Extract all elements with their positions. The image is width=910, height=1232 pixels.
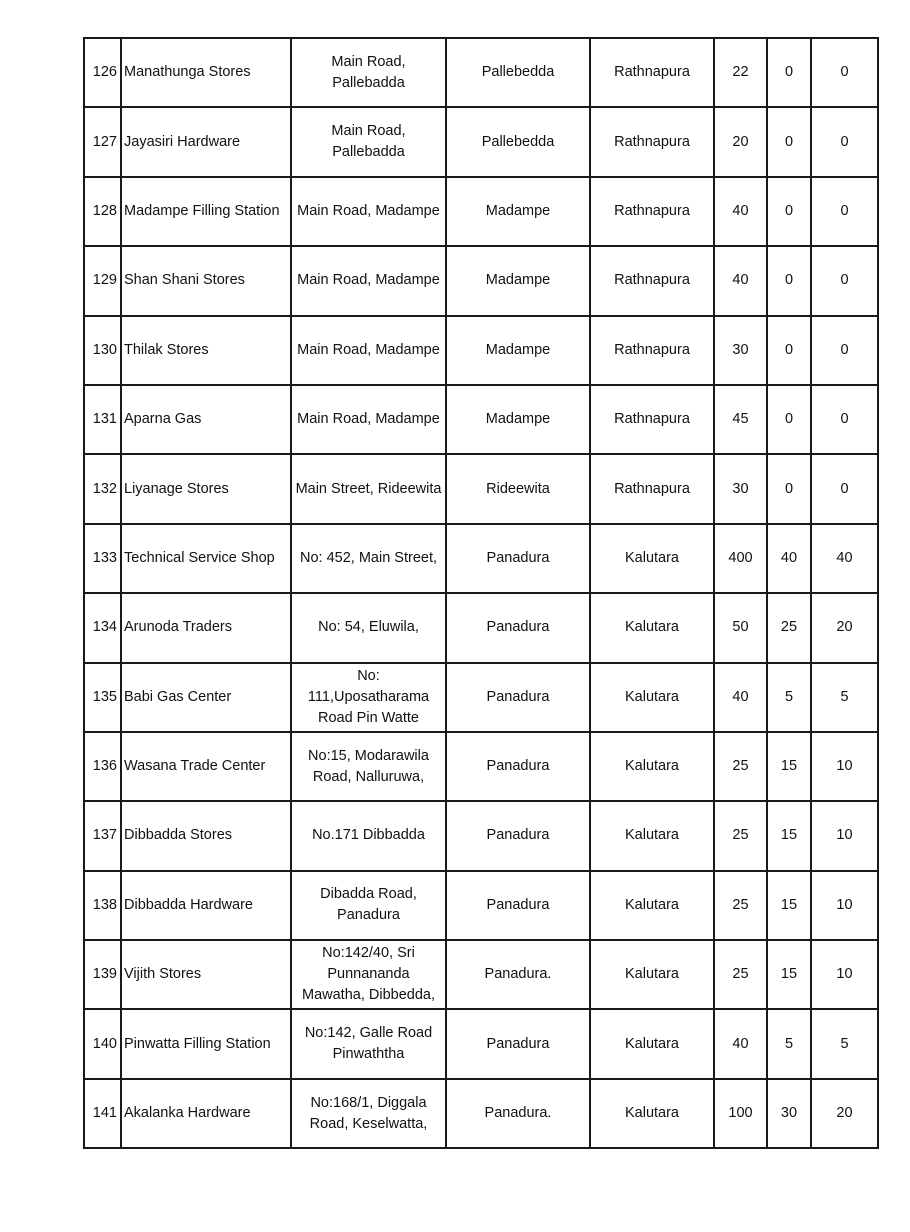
dealer-town: Panadura [446,801,590,870]
value-col-2: 0 [767,107,811,176]
value-col-2: 15 [767,871,811,940]
table-row [84,940,878,1009]
table-row [84,663,878,732]
dealer-district: Kalutara [590,1079,714,1148]
dealer-district: Rathnapura [590,454,714,523]
dealer-address: Main Road, Pallebadda [291,107,446,176]
dealer-name: Vijith Stores [121,940,291,1009]
value-col-2: 25 [767,593,811,662]
value-col-2: 40 [767,524,811,593]
value-col-3: 0 [811,316,878,385]
dealer-address: Main Road, Madampe [291,177,446,246]
dealer-address: No:15, Modarawila Road, Nalluruwa, [291,732,446,801]
value-col-1: 25 [714,801,767,870]
value-col-2: 0 [767,177,811,246]
table-row [84,454,878,523]
dealer-name: Technical Service Shop [121,524,291,593]
dealer-town: Madampe [446,177,590,246]
table-row [84,38,878,107]
value-col-2: 0 [767,38,811,107]
value-col-2: 0 [767,385,811,454]
dealer-district: Rathnapura [590,38,714,107]
dealer-name: Dibbadda Hardware [121,871,291,940]
value-col-2: 15 [767,940,811,1009]
value-col-3: 10 [811,871,878,940]
value-col-2: 15 [767,732,811,801]
row-number: 131 [84,385,121,454]
dealer-district: Kalutara [590,1009,714,1078]
dealer-name: Aparna Gas [121,385,291,454]
value-col-3: 0 [811,246,878,315]
dealer-town: Rideewita [446,454,590,523]
value-col-3: 0 [811,177,878,246]
row-number: 133 [84,524,121,593]
value-col-3: 40 [811,524,878,593]
value-col-2: 15 [767,801,811,870]
dealer-district: Kalutara [590,663,714,732]
dealer-town: Pallebedda [446,38,590,107]
dealer-name: Madampe Filling Station [121,177,291,246]
table-row [84,593,878,662]
dealer-town: Madampe [446,385,590,454]
row-number: 141 [84,1079,121,1148]
value-col-2: 30 [767,1079,811,1148]
dealer-district: Kalutara [590,524,714,593]
dealer-address: No:168/1, Diggala Road, Keselwatta, [291,1079,446,1148]
value-col-3: 0 [811,385,878,454]
dealer-town: Pallebedda [446,107,590,176]
value-col-2: 5 [767,1009,811,1078]
dealer-name: Manathunga Stores [121,38,291,107]
dealer-town: Panadura [446,732,590,801]
row-number: 130 [84,316,121,385]
value-col-2: 0 [767,454,811,523]
value-col-2: 0 [767,246,811,315]
dealer-town: Madampe [446,246,590,315]
dealer-name: Shan Shani Stores [121,246,291,315]
dealer-town: Panadura. [446,1079,590,1148]
dealer-district: Kalutara [590,732,714,801]
dealer-name: Arunoda Traders [121,593,291,662]
value-col-1: 40 [714,246,767,315]
value-col-3: 10 [811,940,878,1009]
value-col-1: 25 [714,940,767,1009]
dealer-name: Liyanage Stores [121,454,291,523]
dealer-address: No:142/40, Sri Punnananda Mawatha, Dibbedda, [291,940,446,1009]
dealer-address: Dibadda Road, Panadura [291,871,446,940]
dealer-town: Panadura [446,593,590,662]
row-number: 136 [84,732,121,801]
value-col-1: 45 [714,385,767,454]
dealer-district: Rathnapura [590,385,714,454]
dealer-address: Main Road, Pallebadda [291,38,446,107]
dealer-town: Panadura [446,871,590,940]
dealer-address: No: 111,Uposatharama Road Pin Watte [291,663,446,732]
dealer-address: No: 452, Main Street, [291,524,446,593]
table-row [84,732,878,801]
value-col-1: 50 [714,593,767,662]
row-number: 132 [84,454,121,523]
row-number: 137 [84,801,121,870]
row-number: 135 [84,663,121,732]
dealer-address: Main Road, Madampe [291,246,446,315]
dealer-name: Jayasiri Hardware [121,107,291,176]
dealer-name: Pinwatta Filling Station [121,1009,291,1078]
value-col-1: 40 [714,1009,767,1078]
value-col-1: 30 [714,454,767,523]
row-number: 134 [84,593,121,662]
dealer-name: Dibbadda Stores [121,801,291,870]
dealer-table-body [84,38,878,1148]
table-row [84,801,878,870]
dealer-name: Babi Gas Center [121,663,291,732]
value-col-1: 30 [714,316,767,385]
table-row [84,524,878,593]
value-col-3: 20 [811,1079,878,1148]
dealer-table [83,37,879,1149]
value-col-1: 20 [714,107,767,176]
value-col-1: 100 [714,1079,767,1148]
row-number: 140 [84,1009,121,1078]
value-col-3: 10 [811,801,878,870]
dealer-name: Thilak Stores [121,316,291,385]
value-col-1: 22 [714,38,767,107]
table-row [84,246,878,315]
value-col-2: 0 [767,316,811,385]
dealer-town: Panadura [446,663,590,732]
row-number: 127 [84,107,121,176]
row-number: 139 [84,940,121,1009]
table-row [84,177,878,246]
dealer-district: Rathnapura [590,107,714,176]
dealer-name: Akalanka Hardware [121,1079,291,1148]
table-row [84,1079,878,1148]
row-number: 128 [84,177,121,246]
dealer-district: Rathnapura [590,316,714,385]
value-col-3: 0 [811,107,878,176]
value-col-3: 20 [811,593,878,662]
table-row [84,385,878,454]
table-row [84,1009,878,1078]
row-number: 126 [84,38,121,107]
dealer-address: No.171 Dibbadda [291,801,446,870]
dealer-address: No:142, Galle Road Pinwaththa [291,1009,446,1078]
dealer-district: Kalutara [590,871,714,940]
value-col-3: 5 [811,1009,878,1078]
dealer-town: Madampe [446,316,590,385]
table-row [84,871,878,940]
value-col-2: 5 [767,663,811,732]
value-col-1: 40 [714,177,767,246]
dealer-district: Kalutara [590,593,714,662]
dealer-town: Panadura [446,524,590,593]
row-number: 129 [84,246,121,315]
dealer-address: Main Road, Madampe [291,385,446,454]
value-col-3: 0 [811,38,878,107]
dealer-district: Rathnapura [590,246,714,315]
row-number: 138 [84,871,121,940]
value-col-1: 25 [714,871,767,940]
value-col-1: 40 [714,663,767,732]
dealer-name: Wasana Trade Center [121,732,291,801]
value-col-1: 25 [714,732,767,801]
dealer-district: Rathnapura [590,177,714,246]
dealer-town: Panadura. [446,940,590,1009]
value-col-1: 400 [714,524,767,593]
dealer-address: No: 54, Eluwila, [291,593,446,662]
dealer-district: Kalutara [590,940,714,1009]
value-col-3: 0 [811,454,878,523]
value-col-3: 5 [811,663,878,732]
dealer-district: Kalutara [590,801,714,870]
value-col-3: 10 [811,732,878,801]
dealer-address: Main Road, Madampe [291,316,446,385]
dealer-town: Panadura [446,1009,590,1078]
table-row [84,107,878,176]
dealer-address: Main Street, Rideewita [291,454,446,523]
table-row [84,316,878,385]
